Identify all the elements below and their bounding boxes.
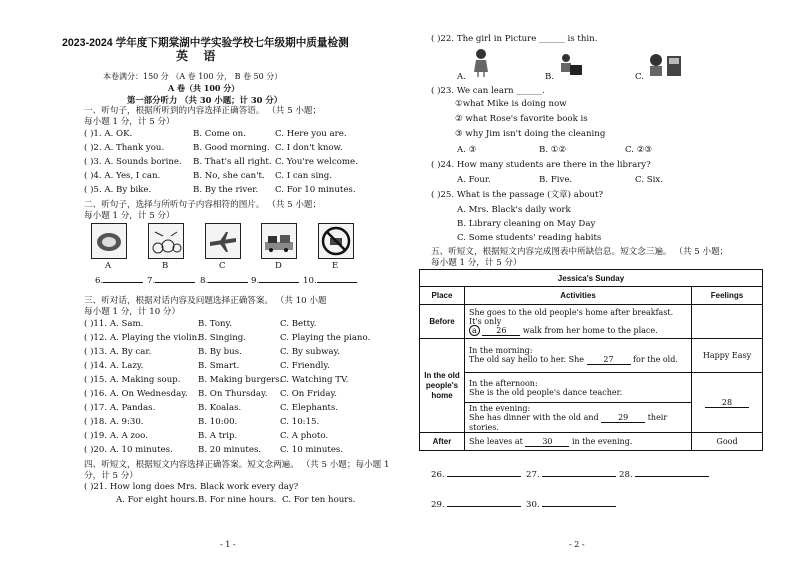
place-after: After <box>420 433 465 451</box>
q22-option-a: A. <box>457 72 466 82</box>
q13-option-c: C. By subway. <box>280 347 341 357</box>
q3-option-b: B. That's all right. <box>193 157 272 167</box>
drum-kit-icon <box>149 224 183 258</box>
q24-option-c: C. Six. <box>635 175 663 185</box>
blank-10[interactable] <box>303 276 357 286</box>
feeling-after: Good <box>692 433 763 451</box>
picture-d-label: D <box>275 261 282 271</box>
question-16: ( )16. A. On Wednesday. <box>84 389 188 399</box>
q25-option-a: A. Mrs. Black's daily work <box>457 205 571 215</box>
blank-10-label: 10. <box>303 276 317 286</box>
q21-option-c: C. For ten hours. <box>282 495 356 505</box>
q21-option-a: A. For eight hours. <box>116 495 198 505</box>
question-13: ( )13. A. By car. <box>84 347 152 357</box>
blank-6-label: 6. <box>95 276 104 286</box>
after-text-b: in the evening. <box>571 436 633 446</box>
q20-option-b: B. 20 minutes. <box>198 445 262 455</box>
q14-option-b: B. Smart. <box>198 361 240 371</box>
question-20: ( )20. A. 10 minutes. <box>84 445 173 455</box>
road-traffic-icon <box>262 224 296 258</box>
table-caption: Jessica's Sunday <box>420 270 763 287</box>
answer-28[interactable] <box>619 470 709 480</box>
q2-option-c: C. I don't know. <box>275 143 343 153</box>
q18-option-b: B. 10:00. <box>198 417 238 427</box>
q15-option-b: B. Making burgers. <box>198 375 283 385</box>
answer-28-label: 28. <box>619 470 633 480</box>
no-food-sign-icon <box>319 224 353 258</box>
question-2: ( )2. A. Thank you. <box>84 143 165 153</box>
feeling-morning: Happy Easy <box>692 339 763 373</box>
evening-text-b: their stories. <box>469 412 668 432</box>
answer-30[interactable] <box>526 500 616 510</box>
picture-b-label: B <box>162 261 169 271</box>
feeling-before <box>692 305 763 339</box>
answer-27-label: 27. <box>526 470 540 480</box>
picture-d <box>261 223 297 259</box>
question-3: ( )3. A. Sounds borine. <box>84 157 182 167</box>
activity-after <box>465 433 692 451</box>
place-before: Before <box>420 305 465 339</box>
question-14: ( )14. A. Lazy. <box>84 361 144 371</box>
question-1: ( )1. A. OK. <box>84 129 133 139</box>
blank-26[interactable]: 26 <box>482 326 520 336</box>
q1-option-b: B. Come on. <box>193 129 246 139</box>
q17-option-c: C. Elephants. <box>280 403 339 413</box>
airplane-icon <box>206 224 240 258</box>
activity-afternoon <box>465 373 692 403</box>
afternoon-text: She is the old people's dance teacher. <box>469 387 623 397</box>
q13-option-b: B. By bus. <box>198 347 242 357</box>
q1-option-c: C. Here you are. <box>275 129 347 139</box>
q17-option-b: B. Koalas. <box>198 403 242 413</box>
q12-option-c: C. Playing the piano. <box>280 333 371 343</box>
section4-score: 分，计 5 分） <box>84 471 138 481</box>
blank-8-label: 8. <box>200 276 209 286</box>
morning-line <box>469 355 687 365</box>
part1-heading: 第一部分听力 （共 30 小题；计 30 分） <box>127 95 283 105</box>
q25-option-c: C. Some students' reading habits <box>457 233 602 243</box>
q15-option-c: C. Watching TV. <box>280 375 349 385</box>
page-number-left: - 1 - <box>220 540 236 549</box>
blank-28[interactable]: 28 <box>705 398 749 408</box>
question-21: ( )21. How long does Mrs. Black work every day? <box>84 482 299 492</box>
evening-line <box>469 413 687 432</box>
section3-heading: 三、听对话，根据对话内容及问题选择正确答案。 （共 10 小题 <box>84 296 327 306</box>
q18-option-c: C. 10:15. <box>280 417 320 427</box>
q14-option-c: C. Friendly. <box>280 361 330 371</box>
blank-9[interactable] <box>251 276 299 286</box>
right-page <box>397 0 794 562</box>
blank-30[interactable]: 30 <box>525 437 569 447</box>
q16-option-b: B. On Thursday. <box>198 389 268 399</box>
q11-option-b: B. Tony. <box>198 319 232 329</box>
picture-c-label: C <box>219 261 226 271</box>
question-17: ( )17. A. Pandas. <box>84 403 156 413</box>
blank-7-label: 7. <box>147 276 156 286</box>
blank-7[interactable] <box>147 276 195 286</box>
q5-option-b: B. By the river. <box>193 185 259 195</box>
picture-a-label: A <box>105 261 112 271</box>
blank-6[interactable] <box>95 276 143 286</box>
q24-option-a: A. Four. <box>457 175 491 185</box>
q24-option-b: B. Five. <box>539 175 573 185</box>
answer-29-label: 29. <box>431 500 445 510</box>
question-12: ( )12. A. Playing the violin. <box>84 333 200 343</box>
question-5: ( )5. A. By bike. <box>84 185 152 195</box>
q16-option-c: C. On Friday. <box>280 389 337 399</box>
exam-title: 2023-2024 学年度下期棠湖中学实验学校七年级期中质量检测 <box>62 37 349 49</box>
activity-before <box>465 305 692 339</box>
question-24: ( )24. How many students are there in the library? <box>431 160 651 170</box>
question-23: ( )23. We can learn ______. <box>431 86 545 96</box>
girl-piano-icon <box>557 52 583 78</box>
morning-label: In the morning: <box>469 346 533 355</box>
evening-text-a: She has dinner with the old and <box>469 412 599 422</box>
q5-option-c: C. For 10 minutes. <box>275 185 356 195</box>
header-activities: Activities <box>465 287 692 305</box>
q4-option-b: B. No, she can't. <box>193 171 265 181</box>
q4-option-c: C. I can sing. <box>275 171 332 181</box>
section3-score: 每小题 1 分，计 10 分） <box>84 307 181 317</box>
question-22: ( )22. The girl in Picture ______ is thin. <box>431 34 598 44</box>
morning-text-b: for the old. <box>633 355 678 364</box>
morning-text-a: The old say hello to her. She <box>469 355 584 364</box>
question-11: ( )11. A. Sam. <box>84 319 144 329</box>
answer-26[interactable] <box>431 470 521 480</box>
score-line: 本卷满分：150 分 （A 卷 100 分， B 卷 50 分） <box>103 72 283 81</box>
answer-29[interactable] <box>431 500 521 510</box>
q19-option-b: B. A trip. <box>198 431 238 441</box>
picture-b <box>148 223 184 259</box>
q22-option-b: B. <box>545 72 555 82</box>
question-15: ( )15. A. Making soup. <box>84 375 181 385</box>
question-4: ( )4. A. Yes, I can. <box>84 171 161 181</box>
girl-reading-icon <box>647 52 687 78</box>
q23-option-b: B. ①② <box>539 145 567 155</box>
q20-option-c: C. 10 minutes. <box>280 445 344 455</box>
afternoon-label: In the afternoon: <box>469 378 538 388</box>
jessica-sunday-table <box>419 269 763 451</box>
picture-c <box>205 223 241 259</box>
question-25: ( )25. What is the passage (文章) about? <box>431 190 604 200</box>
question-19: ( )19. A. A zoo. <box>84 431 148 441</box>
q19-option-c: C. A photo. <box>280 431 329 441</box>
section1-score: 每小题 1 分，计 5 分） <box>84 117 175 127</box>
activity-before-article: a <box>469 325 480 336</box>
section5-heading: 五、听短文，根据短文内容完成图表中所缺信息。短文念三遍。 （共 5 小题； <box>431 247 729 257</box>
a-paper-label: A 卷（共 100 分） <box>168 83 240 93</box>
q23-option-c: C. ②③ <box>625 145 653 155</box>
section2-heading: 二、听句子，选择与所听句子内容相符的图片。 （共 5 小题； <box>84 200 322 210</box>
header-feelings: Feelings <box>692 287 763 305</box>
picture-e <box>318 223 354 259</box>
section4-heading: 四、听短文，根据短文内容选择正确答案。短文念两遍。 （共 5 小题；每小题 1 <box>84 460 390 470</box>
place-old-peoples-home: In the old people's home <box>420 339 465 433</box>
subject-title: 英 语 <box>176 49 222 63</box>
girl-thin-icon <box>469 46 493 78</box>
evening-label: In the evening: <box>469 403 531 413</box>
activity-before-line1: She goes to the old people's home after breakfast. It's only <box>469 307 674 326</box>
q23-item-1: ①what Mike is doing now <box>455 99 567 109</box>
q21-option-b: B. For nine hours. <box>198 495 277 505</box>
answer-27[interactable] <box>526 470 616 480</box>
q23-option-a: A. ③ <box>457 145 477 155</box>
q3-option-c: C. You're welcome. <box>275 157 358 167</box>
picture-e-label: E <box>332 261 339 271</box>
q23-item-2: ② what Rose's favorite book is <box>455 114 588 124</box>
feeling-afternoon-evening <box>692 373 763 433</box>
q11-option-c: C. Betty. <box>280 319 317 329</box>
section1-heading: 一、听句子，根据所听到的内容选择正确答语。 （共 5 小题； <box>84 106 322 116</box>
activity-morning <box>465 339 692 373</box>
q22-option-c: C. <box>635 72 645 82</box>
speech-icon <box>92 224 126 258</box>
answer-26-label: 26. <box>431 470 445 480</box>
q12-option-b: B. Singing. <box>198 333 246 343</box>
section2-score: 每小题 1 分，计 5 分） <box>84 211 175 221</box>
question-18: ( )18. A. 9:30. <box>84 417 144 427</box>
q25-option-b: B. Library cleaning on May Day <box>457 219 596 229</box>
activity-before-line2-text: walk from her home to the place. <box>522 325 658 335</box>
blank-9-label: 9. <box>251 276 260 286</box>
q23-item-3: ③ why Jim isn't doing the cleaning <box>455 129 606 139</box>
header-place: Place <box>420 287 465 305</box>
answer-30-label: 30. <box>526 500 540 510</box>
after-text-a: She leaves at <box>469 436 523 446</box>
q2-option-b: B. Good morning. <box>193 143 270 153</box>
picture-a <box>91 223 127 259</box>
blank-27[interactable]: 27 <box>587 355 631 365</box>
activity-evening <box>465 403 692 433</box>
blank-29[interactable]: 29 <box>601 413 645 423</box>
page-number-right: - 2 - <box>569 540 585 549</box>
section5-score: 每小题 1 分，计 5 分） <box>431 258 522 268</box>
blank-8[interactable] <box>200 276 248 286</box>
activity-before-line2 <box>469 326 687 336</box>
